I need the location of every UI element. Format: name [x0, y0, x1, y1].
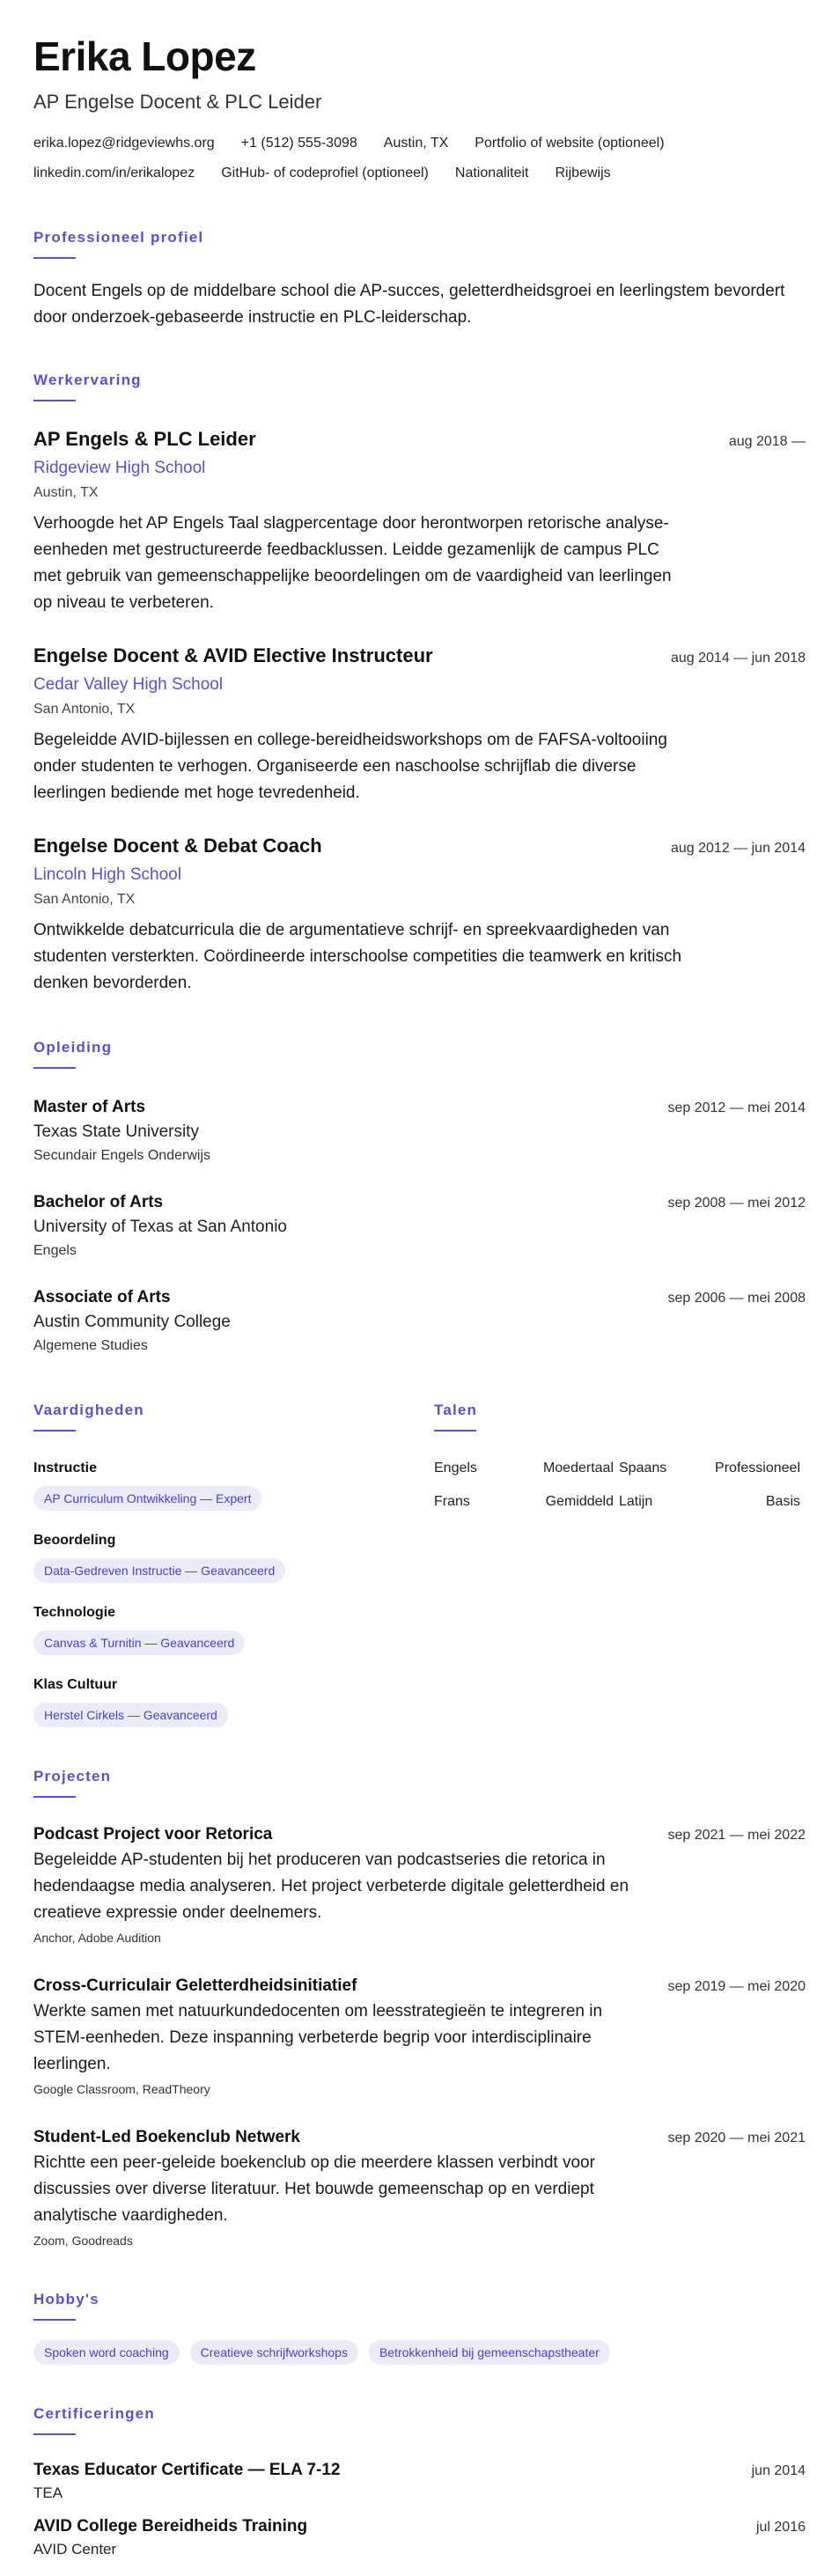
section-rule	[33, 2319, 76, 2321]
contact-location: Austin, TX	[383, 136, 449, 151]
job-company: Ridgeview High School	[33, 459, 206, 477]
job-date: aug 2012 — jun 2014	[670, 841, 806, 856]
project-description: Begeleidde AP-studenten bij het produceren van podcastseries die retorica in hedendaagse media analyseren. Het project verbeterde digitale geletterdheid en creatieve expressie onder deelnemers.	[33, 1851, 629, 1922]
project-description: Werkte samen met natuurkundedocenten om leesstrategieën te integreren in STEM-eenheden. Deze inspanning verbeterde begrip voor interdisciplinaire leerlingen.	[33, 2002, 603, 2073]
project-title: Student-Led Boekenclub Netwerk	[33, 2128, 300, 2146]
hobbies-list	[33, 2340, 806, 2365]
language-name: Latijn	[619, 1494, 653, 1509]
experience-item	[33, 833, 806, 997]
section-rule	[33, 2433, 76, 2435]
contact-github[interactable]: GitHub- of codeprofiel (optioneel)	[221, 166, 429, 180]
education-school: Austin Community College	[33, 1313, 231, 1331]
job-description: Verhoogde het AP Engels Taal slagpercentage door herontworpen retorische analyse-eenheden met gestructureerde feedbacklussen. Leidde gezamenlijk de campus PLC met gebruik van gemeenschappelijke beoordelingen om de vaardigheid van leerlingen op niveau te verbeteren.	[33, 514, 672, 612]
certification-name: Texas Educator Certificate — ELA 7-12	[33, 2461, 341, 2479]
job-title: Engelse Docent & AVID Elective Instructeur	[33, 644, 433, 666]
certification-date: jun 2014	[751, 2463, 806, 2478]
job-date: aug 2018 —	[728, 434, 806, 449]
skill-category: Beoordeling	[33, 1533, 116, 1548]
project-item	[33, 1974, 806, 2099]
section-title-education: Opleiding	[33, 1039, 113, 1056]
project-title: Podcast Project voor Retorica	[33, 1825, 273, 1844]
language-level: Gemiddeld	[545, 1494, 614, 1509]
contact-email[interactable]: erika.lopez@ridgeviewhs.org	[33, 136, 215, 151]
section-education	[33, 1037, 806, 1358]
section-projects	[33, 1766, 806, 2250]
skill-pill: Data-Gedreven Instructie — Geavanceerd	[33, 1558, 285, 1583]
education-item	[33, 1095, 806, 1167]
project-tech: Zoom, Goodreads	[33, 2234, 133, 2248]
education-field: Engels	[33, 1243, 77, 1258]
skills-languages-columns	[33, 1358, 806, 1727]
candidate-headline: AP Engelse Docent & PLC Leider	[33, 91, 322, 113]
certification-issuer: AVID Center	[33, 2541, 117, 2558]
job-location: San Antonio, TX	[33, 892, 136, 907]
project-date: sep 2020 — mei 2021	[667, 2131, 806, 2145]
section-title-experience: Werkervaring	[33, 372, 142, 388]
section-skills	[33, 1358, 434, 1727]
language-name: Frans	[434, 1494, 470, 1509]
education-degree: Master of Arts	[33, 1098, 146, 1116]
project-title: Cross-Curriculair Geletterdheidsinitiatief	[33, 1976, 357, 1995]
project-date: sep 2019 — mei 2020	[667, 1979, 806, 1994]
job-description: Begeleidde AVID-bijlessen en college-bereidheidsworkshops om de FAFSA-voltooiing onder studenten te verhogen. Organiseerde een naschoolse schrijflab die diverse leerlingen bediende met hoge tevredenheid.	[33, 731, 667, 802]
certification-item	[33, 2514, 806, 2560]
project-description: Richtte een peer-geleide boekenclub op die meerdere klassen verbindt voor discussies over diverse literatuur. Het bouwde gemeenschap op en verdiept analytische vaardigheden.	[33, 2153, 595, 2225]
section-title-skills: Vaardigheden	[33, 1402, 144, 1418]
education-school: Texas State University	[33, 1122, 199, 1141]
education-date: sep 2012 — mei 2014	[667, 1100, 806, 1115]
job-title: AP Engels & PLC Leider	[33, 428, 256, 450]
project-tech: Google Classroom, ReadTheory	[33, 2082, 210, 2096]
project-date: sep 2021 — mei 2022	[667, 1828, 806, 1843]
experience-item	[33, 643, 806, 806]
certification-name: AVID College Bereidheids Training	[33, 2517, 308, 2536]
job-description: Ontwikkelde debatcurricula die de argumentatieve schrijf- en spreekvaardigheden van studenten versterkten. Coördineerde interschoolse competities die teamwerk en kritisch denken bevorderden.	[33, 921, 682, 992]
section-experience	[33, 370, 806, 997]
contact-phone[interactable]: +1 (512) 555-3098	[240, 136, 357, 151]
certification-item	[33, 2458, 806, 2504]
education-item	[33, 1190, 806, 1262]
skill-category: Klas Cultuur	[33, 1677, 118, 1692]
hobby-pill: Betrokkenheid bij gemeenschapstheater	[369, 2340, 610, 2365]
hobby-pill: Spoken word coaching	[33, 2340, 180, 2365]
certification-date: jul 2016	[755, 2520, 806, 2535]
skill-pill: Canvas & Turnitin — Geavanceerd	[33, 1630, 245, 1655]
education-field: Algemene Studies	[33, 1338, 148, 1353]
contact-drivers-license: Rijbewijs	[555, 166, 611, 180]
job-company: Cedar Valley High School	[33, 675, 224, 694]
contact-row-2	[33, 160, 806, 187]
contact-nationality: Nationaliteit	[454, 166, 529, 180]
section-languages	[434, 1358, 806, 1727]
section-title-languages: Talen	[434, 1402, 478, 1418]
section-rule	[33, 1430, 76, 1432]
language-name: Engels	[434, 1461, 477, 1476]
section-profile	[33, 227, 806, 331]
contact-linkedin[interactable]: linkedin.com/in/erikalopez	[33, 166, 195, 180]
project-item	[33, 2125, 806, 2250]
section-rule	[33, 257, 76, 259]
section-title-profile: Professioneel profiel	[33, 229, 204, 246]
section-certifications	[33, 2403, 806, 2560]
language-level: Professioneel	[715, 1461, 800, 1476]
education-school: University of Texas at San Antonio	[33, 1218, 287, 1236]
education-date: sep 2006 — mei 2008	[667, 1291, 806, 1306]
job-company: Lincoln High School	[33, 865, 181, 884]
experience-item	[33, 426, 806, 616]
education-date: sep 2008 — mei 2012	[667, 1196, 806, 1211]
language-name: Spaans	[619, 1461, 667, 1476]
language-level: Moedertaal	[542, 1461, 614, 1476]
job-location: Austin, TX	[33, 485, 99, 500]
section-title-certifications: Certificeringen	[33, 2405, 155, 2422]
education-item	[33, 1285, 806, 1358]
education-field: Secundair Engels Onderwijs	[33, 1148, 210, 1163]
contact-row-1	[33, 130, 806, 157]
job-date: aug 2014 — jun 2018	[670, 651, 806, 666]
education-degree: Associate of Arts	[33, 1288, 171, 1306]
skill-pill: AP Curriculum Ontwikkeling — Expert	[33, 1486, 261, 1511]
section-rule	[33, 1067, 76, 1069]
hobby-pill: Creatieve schrijfworkshops	[190, 2340, 358, 2365]
project-tech: Anchor, Adobe Audition	[33, 1931, 161, 1945]
job-location: San Antonio, TX	[33, 702, 136, 717]
section-rule	[33, 400, 76, 401]
profile-summary: Docent Engels op de middelbare school die AP-succes, geletterdheidsgroei en leerlingstem bevordert door onderzoek-gebaseerde instructie en PLC-leiderschap.	[33, 282, 785, 327]
resume-header	[33, 32, 806, 187]
section-title-projects: Projecten	[33, 1768, 112, 1785]
education-degree: Bachelor of Arts	[33, 1193, 164, 1211]
skill-category: Technologie	[33, 1605, 116, 1620]
job-title: Engelse Docent & Debat Coach	[33, 835, 322, 857]
skill-category: Instructie	[33, 1461, 98, 1476]
project-item	[33, 1822, 806, 1947]
section-title-hobbies: Hobby's	[33, 2291, 99, 2307]
language-level: Basis	[765, 1494, 800, 1509]
section-rule	[33, 1796, 76, 1798]
certification-issuer: TEA	[33, 2484, 63, 2501]
candidate-name: Erika Lopez	[33, 33, 256, 79]
section-hobbies	[33, 2289, 806, 2365]
contact-portfolio[interactable]: Portfolio of website (optioneel)	[475, 136, 665, 151]
languages-grid	[434, 1458, 806, 1512]
skill-pill: Herstel Cirkels — Geavanceerd	[33, 1703, 228, 1727]
section-rule	[434, 1430, 476, 1432]
